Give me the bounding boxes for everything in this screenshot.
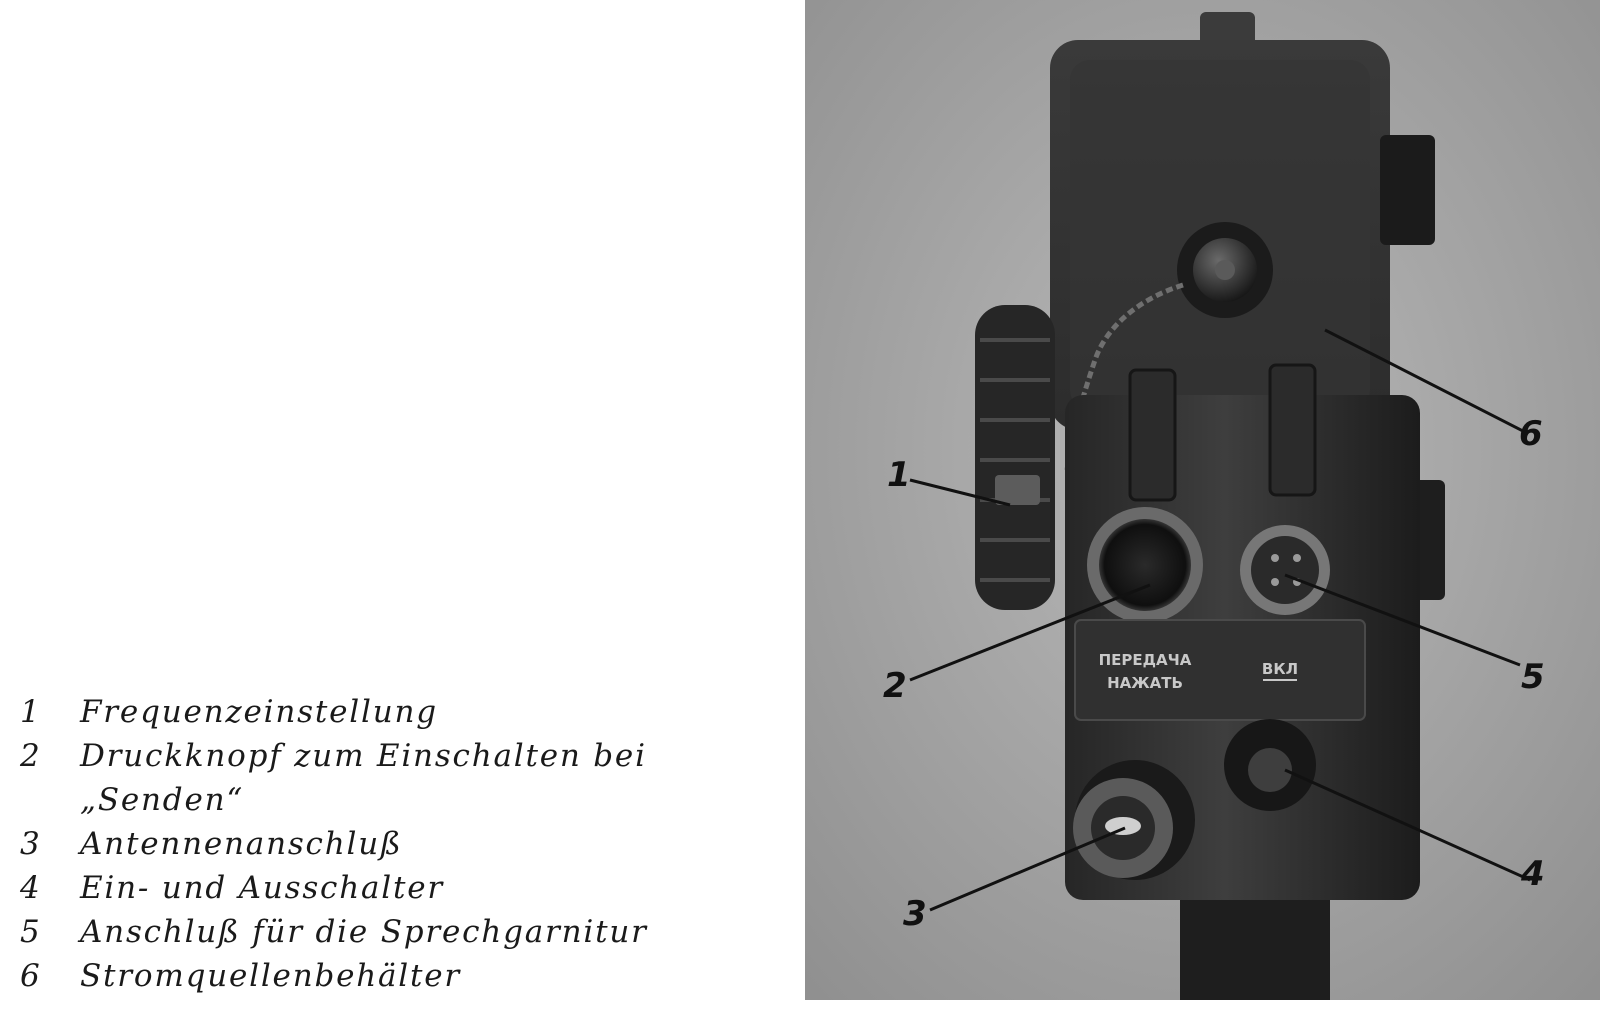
legend-number: 1 xyxy=(20,694,42,730)
legend-number: 3 xyxy=(20,826,42,862)
legend-item-2 xyxy=(20,734,780,822)
legend-text: Ein- und Ausschalter xyxy=(80,870,444,906)
legend-item-5 xyxy=(20,910,780,954)
legend-item-6 xyxy=(20,954,780,998)
frequency-dial xyxy=(975,305,1055,610)
callout-2: 2 xyxy=(883,666,907,706)
label-transmit-line1: ПЕРЕДАЧА xyxy=(1098,651,1192,669)
legend-number: 6 xyxy=(20,958,42,994)
callout-5: 5 xyxy=(1521,657,1545,697)
latch-right xyxy=(1270,365,1315,495)
label-transmit-line2: НАЖАТЬ xyxy=(1107,674,1183,692)
legend-number: 5 xyxy=(20,914,42,950)
legend-item-3 xyxy=(20,822,780,866)
legend-text: Frequenzeinstellung xyxy=(80,694,438,730)
callout-3: 3 xyxy=(903,894,927,934)
headset-socket xyxy=(1251,536,1319,604)
legend-text: Stromquellenbehälter xyxy=(80,958,462,994)
callout-6: 6 xyxy=(1519,414,1543,454)
radio-photo-illustration xyxy=(805,0,1600,1000)
label-plate xyxy=(1075,620,1365,720)
antenna-pin xyxy=(1105,817,1141,835)
legend-text xyxy=(80,734,780,822)
radio-photo xyxy=(805,0,1600,1000)
legend-number: 4 xyxy=(20,870,42,906)
latch-left xyxy=(1130,370,1175,500)
callout-1: 1 xyxy=(887,455,911,495)
label-power: ВКЛ xyxy=(1261,660,1299,678)
legend-number: 2 xyxy=(20,738,42,774)
callout-4: 4 xyxy=(1521,854,1545,894)
legend-text-line: Druckknopf zum Einschalten bei xyxy=(80,738,647,774)
legend-list xyxy=(20,690,780,998)
legend-item-4 xyxy=(20,866,780,910)
legend-text: Antennenanschluß xyxy=(80,826,403,862)
legend-item-1 xyxy=(20,690,780,734)
legend-text: Anschluß für die Sprechgarnitur xyxy=(80,914,648,950)
push-button xyxy=(1099,519,1191,611)
legend-text-line: „Senden“ xyxy=(80,782,245,818)
side-clip xyxy=(1380,135,1435,245)
